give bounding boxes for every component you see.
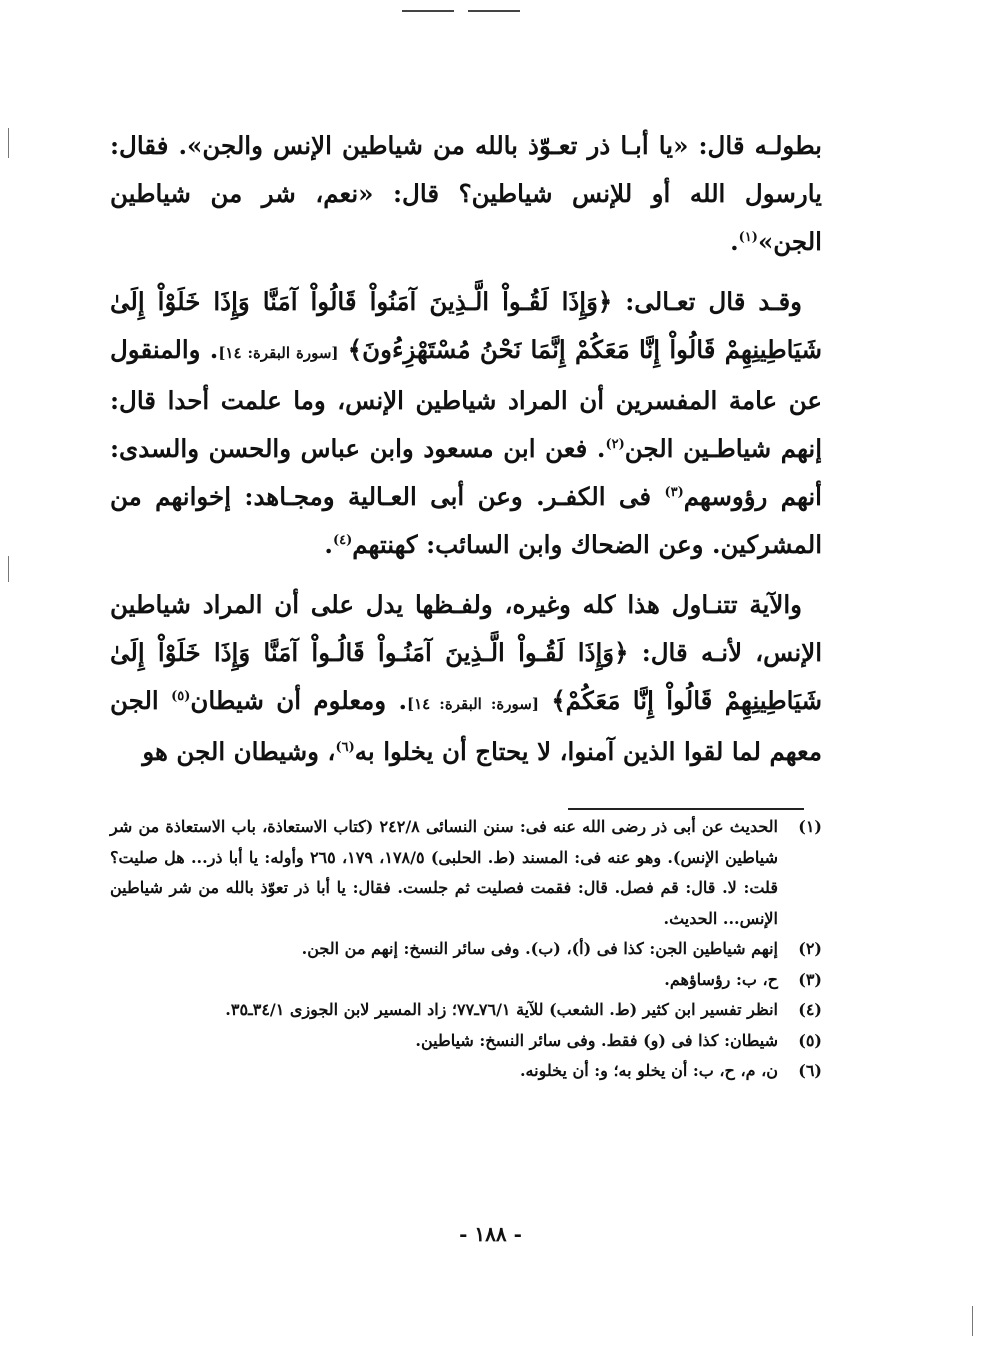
quran-citation: [سورة البقرة: ١٤] bbox=[218, 344, 339, 362]
paragraph-text: . ومعلوم أن شيطان bbox=[190, 686, 408, 715]
footnote-item bbox=[110, 934, 822, 965]
footnote-marker: (٦) bbox=[335, 739, 355, 755]
paragraph-text: . فعن ابن مسعود وابن عباس والحسن والسدى: أنهم رؤوسهم bbox=[110, 434, 822, 511]
left-margin-mark-lower bbox=[8, 556, 9, 582]
page-number: - ١٨٨ - bbox=[459, 1222, 522, 1246]
footnote-item bbox=[110, 812, 822, 934]
paragraph-text: بطولـه قال: «يا أبـا ذر تعـوّذ بالله من شياطين الإنس والجن». فقال: يارسول الله أو للإنس شياطين؟ قال: «نعم، شر من شياطين الجن» bbox=[110, 131, 822, 256]
footnote-item bbox=[110, 1026, 822, 1057]
footnote-text: شيطان: كذا فى (و) فقط. وفى سائر النسخ: شياطين. bbox=[415, 1030, 778, 1050]
paragraph-text: الجن معهم لما لقوا الذين آمنوا، لا يحتاج أن يخلوا به bbox=[110, 686, 822, 766]
main-body-text bbox=[110, 122, 822, 776]
footnote-text: ن، م، ح، ب: أن يخلو به؛ و: أن يخلونه. bbox=[519, 1061, 778, 1080]
footnote-text: الحديث عن أبى ذر رضى الله عنه فى: سنن النسائى ٢٤٢/٨ (كتاب الاستعاذة، باب الاستعاذة من شر شياطين الإنس). وهو عنه فى: المسند (ط. الحلبى) ١٧٨/٥، ١٧٩، ٢٦٥ وأوله: يا أبا ذر... هل صليت؟ قلت: لا. قال: قم فصل. قال: فقمت فصليت ثم جلست. فقال: يا أبا ذر تعوّذ بالله من شر شياطين الإنس... الحديث. bbox=[110, 817, 778, 928]
paragraph-text: . bbox=[324, 530, 333, 559]
paragraph-text: وقـد قال تعـالى: ﴿وَإِذَا لَقُـواْ الَّـذِينَ آمَنُواْ قَالُواْ آمَنَّا وَإِذَا خَلَوْاْ إِلَىٰ شَيَاطِينِهِمْ قَالُواْ إِنَّا مَعَكُمْ إِنَّمَا نَحْنُ مُسْتَهْزِءُونَ﴾ bbox=[110, 287, 822, 364]
footnote-marker: (٢) bbox=[605, 436, 625, 452]
paragraph bbox=[110, 122, 822, 266]
footnote-number: (٥) bbox=[798, 1030, 822, 1050]
footnote-item bbox=[110, 1056, 822, 1087]
top-rule-right bbox=[468, 10, 520, 12]
footnote-item bbox=[110, 995, 822, 1026]
paragraph bbox=[110, 581, 822, 776]
top-rule-left bbox=[402, 10, 454, 12]
footnote-text: ح، ب: رؤساؤهم. bbox=[664, 969, 778, 989]
footnote-number: (١) bbox=[798, 817, 822, 836]
footnote-item bbox=[110, 965, 822, 996]
right-margin-mark bbox=[972, 1306, 973, 1336]
footnote-number: (٤) bbox=[798, 1000, 822, 1019]
paragraph-text: والآية تتنـاول هذا كله وغيره، ولفـظها يدل على أن المراد شياطين الإنس، لأنـه قال: ﴿وَإِذَا لَقُـواْ الَّـذِينَ آمَنُـواْ قَالُـواْ آمَنَّا وَإِذَا خَلَوْاْ إِلَىٰ شَيَاطِينِهِمْ قَالُواْ إِنَّا مَعَكُمْ﴾ bbox=[110, 590, 823, 715]
footnote-marker: (٤) bbox=[332, 532, 353, 548]
paragraph-text: . والمنقول عن عامة المفسرين أن المراد شياطين الإنس، وما علمت أحدا قال: إنهم شياطـين الجن bbox=[110, 335, 822, 463]
footnotes-section bbox=[110, 812, 822, 1087]
footnote-number: (٢) bbox=[798, 939, 822, 958]
footnote-marker: (٥) bbox=[171, 688, 191, 704]
paragraph-text: ، وشيطان الجن هو bbox=[142, 737, 336, 766]
paragraph-text: . bbox=[730, 227, 739, 256]
footnote-marker: (١) bbox=[738, 229, 758, 245]
left-margin-mark-upper bbox=[8, 128, 9, 158]
footnote-text: إنهم شياطين الجن: كذا فى (أ)، (ب). وفى سائر النسخ: إنهم من الجن. bbox=[301, 939, 778, 958]
quran-citation: [سورة: البقرة: ١٤] bbox=[407, 695, 539, 713]
paragraph-text: فى الكفـر. وعن أبى العـالية ومجـاهد: إخوانهم من المشركين. وعن الضحاك وابن السائب: كهنتهم bbox=[110, 482, 822, 559]
footnote-text: انظر تفسير ابن كثير (ط. الشعب) للآية ٧٦/١ـ٧٧؛ زاد المسير لابن الجوزى ٣٤/١ـ٣٥. bbox=[225, 1000, 778, 1019]
footnote-marker: (٣) bbox=[664, 484, 684, 500]
paragraph bbox=[110, 278, 822, 569]
footnote-number: (٣) bbox=[798, 969, 822, 989]
footnote-separator bbox=[568, 808, 804, 810]
footnote-number: (٦) bbox=[798, 1061, 822, 1080]
